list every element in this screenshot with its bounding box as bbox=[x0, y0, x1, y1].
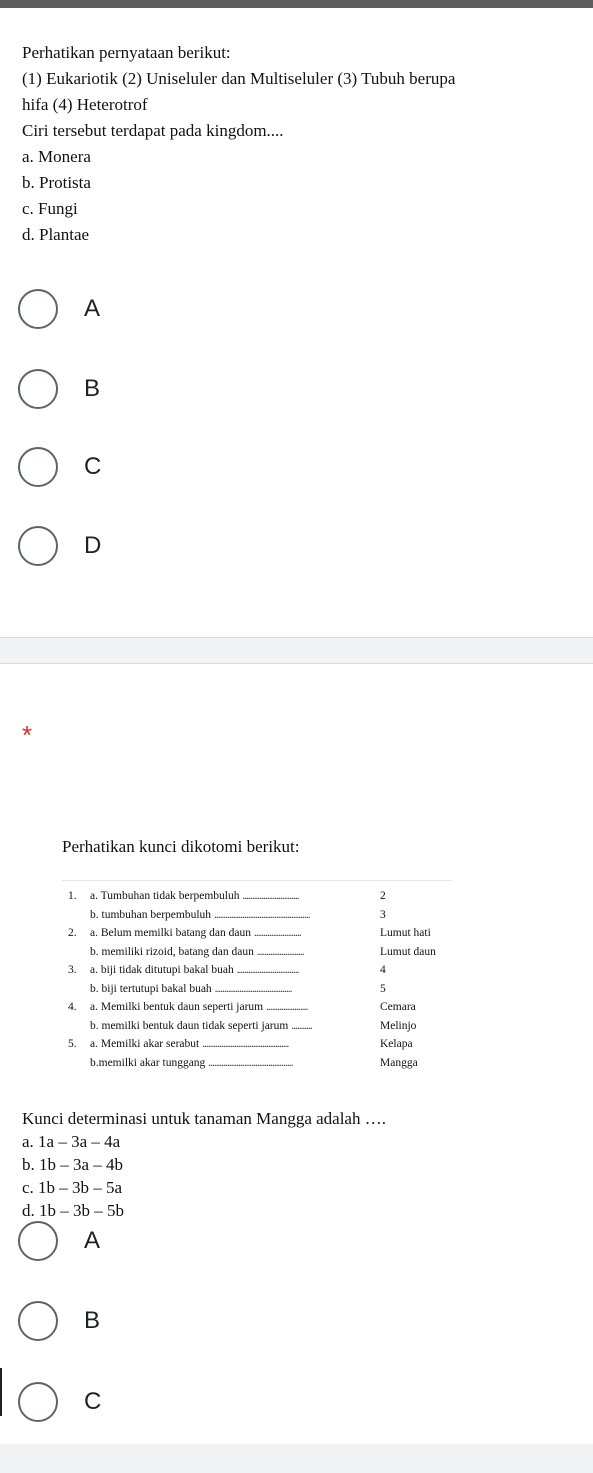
key-result: Lumut hati bbox=[380, 927, 431, 939]
key-row bbox=[68, 887, 448, 906]
key-description-text: a. Tumbuhan tidak berpembuluh bbox=[90, 890, 240, 902]
key-description-text: b. biji tertutupi bakal buah bbox=[90, 982, 212, 995]
question-1-option-d[interactable] bbox=[18, 526, 101, 566]
key-description bbox=[90, 961, 380, 980]
radio-button[interactable] bbox=[18, 447, 58, 487]
key-row bbox=[68, 943, 448, 962]
question-1-choice-c: c. Fungi bbox=[22, 199, 78, 218]
key-leader-dots: ......................... bbox=[256, 945, 304, 958]
key-number: 2. bbox=[68, 927, 77, 939]
key-description-text: b. tumbuhan berpembuluh bbox=[90, 908, 212, 921]
key-number bbox=[68, 980, 90, 999]
question-1-choice-d: d. Plantae bbox=[22, 225, 90, 244]
question-2-choice-c: c. 1b – 3b – 5a bbox=[22, 1178, 123, 1197]
dichotomous-key-image bbox=[62, 880, 452, 1069]
key-leader-dots: ......................................... bbox=[214, 982, 292, 995]
key-number: 4. bbox=[68, 1001, 77, 1013]
key-number bbox=[68, 1017, 90, 1036]
key-row bbox=[68, 924, 448, 943]
key-description-text: b.memilki akar tunggang bbox=[90, 1056, 206, 1069]
key-description-text: a. Memilki akar serabut bbox=[90, 1038, 200, 1050]
question-2-choice-d: d. 1b – 3b – 5b bbox=[22, 1201, 124, 1220]
key-result: Melinjo bbox=[380, 1019, 417, 1032]
required-marker: * bbox=[22, 720, 33, 750]
question-1-option-c[interactable] bbox=[18, 447, 101, 487]
question-2-option-b[interactable] bbox=[18, 1301, 100, 1341]
key-description-text: a. Belum memilki batang dan daun bbox=[90, 927, 251, 939]
key-number: 1. bbox=[68, 890, 77, 902]
key-leader-dots: .............................................. bbox=[202, 1038, 289, 1050]
key-leader-dots: ................................................... bbox=[213, 908, 310, 921]
key-description bbox=[90, 1017, 380, 1036]
key-description bbox=[90, 998, 380, 1017]
radio-button[interactable] bbox=[18, 369, 58, 409]
key-leader-dots: ............................................. bbox=[208, 1056, 293, 1069]
key-description bbox=[90, 943, 380, 962]
key-leader-dots: ........... bbox=[291, 1019, 312, 1032]
key-description bbox=[90, 906, 380, 925]
question-1-choice-b: b. Protista bbox=[22, 173, 91, 192]
radio-button[interactable] bbox=[18, 1301, 58, 1341]
option-label: B bbox=[84, 1307, 101, 1334]
question-1-choice-a: a. Monera bbox=[22, 147, 91, 166]
option-label: D bbox=[84, 532, 102, 559]
key-leader-dots: ...................... bbox=[265, 1001, 308, 1013]
key-row bbox=[68, 1017, 448, 1036]
cursor-bar bbox=[0, 1368, 2, 1416]
question-1-intro: Perhatikan pernyataan berikut: bbox=[22, 43, 231, 62]
key-description bbox=[90, 1054, 380, 1073]
option-label: A bbox=[84, 1227, 101, 1254]
key-number: 3. bbox=[68, 964, 77, 976]
question-1-line-1: (1) Eukariotik (2) Uniseluler dan Multiseluler (3) Tubuh berupa bbox=[22, 69, 456, 88]
option-label: C bbox=[84, 1388, 102, 1415]
question-2-title: Perhatikan kunci dikotomi berikut: bbox=[62, 837, 300, 856]
radio-button[interactable] bbox=[18, 1221, 58, 1261]
key-number bbox=[68, 1054, 90, 1073]
option-label: B bbox=[84, 375, 101, 402]
key-number: 5. bbox=[68, 1038, 77, 1050]
key-number bbox=[68, 906, 90, 925]
key-description-text: b. memilki bentuk daun tidak seperti jarum bbox=[90, 1019, 289, 1032]
key-result: 2 bbox=[380, 890, 386, 902]
key-description bbox=[90, 924, 380, 943]
key-description-text: b. memiliki rizoid, batang dan daun bbox=[90, 945, 254, 958]
key-result: 4 bbox=[380, 964, 386, 976]
option-label: A bbox=[84, 295, 101, 322]
question-2-text bbox=[22, 1107, 582, 1222]
key-row bbox=[68, 998, 448, 1017]
key-row bbox=[68, 906, 448, 925]
key-row bbox=[68, 961, 448, 980]
key-result: Mangga bbox=[380, 1056, 418, 1069]
key-result: Kelapa bbox=[380, 1038, 413, 1050]
key-row bbox=[68, 1035, 448, 1054]
key-description bbox=[90, 980, 380, 999]
question-2-prompt: Kunci determinasi untuk tanaman Mangga adalah …. bbox=[22, 1109, 386, 1128]
key-description-text: a. biji tidak ditutupi bakal buah bbox=[90, 964, 234, 976]
question-1-line-2: hifa (4) Heterotrof bbox=[22, 95, 148, 114]
radio-button[interactable] bbox=[18, 289, 58, 329]
key-row bbox=[68, 980, 448, 999]
key-leader-dots: .............................. bbox=[242, 890, 299, 902]
bottom-bar bbox=[0, 1444, 593, 1473]
key-leader-dots: ......................... bbox=[253, 927, 301, 939]
key-leader-dots: ................................. bbox=[236, 964, 299, 976]
question-1-text bbox=[22, 40, 562, 248]
key-description bbox=[90, 887, 380, 906]
key-result: 3 bbox=[380, 908, 386, 921]
key-result: Cemara bbox=[380, 1001, 416, 1013]
top-bar bbox=[0, 0, 593, 8]
key-number bbox=[68, 943, 90, 962]
radio-button[interactable] bbox=[18, 1382, 58, 1422]
question-2-option-a[interactable] bbox=[18, 1221, 100, 1261]
key-result: Lumut daun bbox=[380, 945, 436, 958]
question-2-choice-a: a. 1a – 3a – 4a bbox=[22, 1132, 121, 1151]
option-label: C bbox=[84, 453, 102, 480]
key-row bbox=[68, 1054, 448, 1073]
radio-button[interactable] bbox=[18, 526, 58, 566]
dichotomous-key-table bbox=[68, 887, 448, 1072]
key-result: 5 bbox=[380, 982, 386, 995]
question-1-prompt: Ciri tersebut terdapat pada kingdom.... bbox=[22, 121, 284, 140]
key-description bbox=[90, 1035, 380, 1054]
key-description-text: a. Memilki bentuk daun seperti jarum bbox=[90, 1001, 264, 1013]
question-2-choice-b: b. 1b – 3a – 4b bbox=[22, 1155, 124, 1174]
question-1-option-a[interactable] bbox=[18, 289, 100, 329]
question-2-option-c[interactable] bbox=[18, 1382, 101, 1422]
question-1-option-b[interactable] bbox=[18, 369, 100, 409]
section-divider bbox=[0, 637, 593, 664]
